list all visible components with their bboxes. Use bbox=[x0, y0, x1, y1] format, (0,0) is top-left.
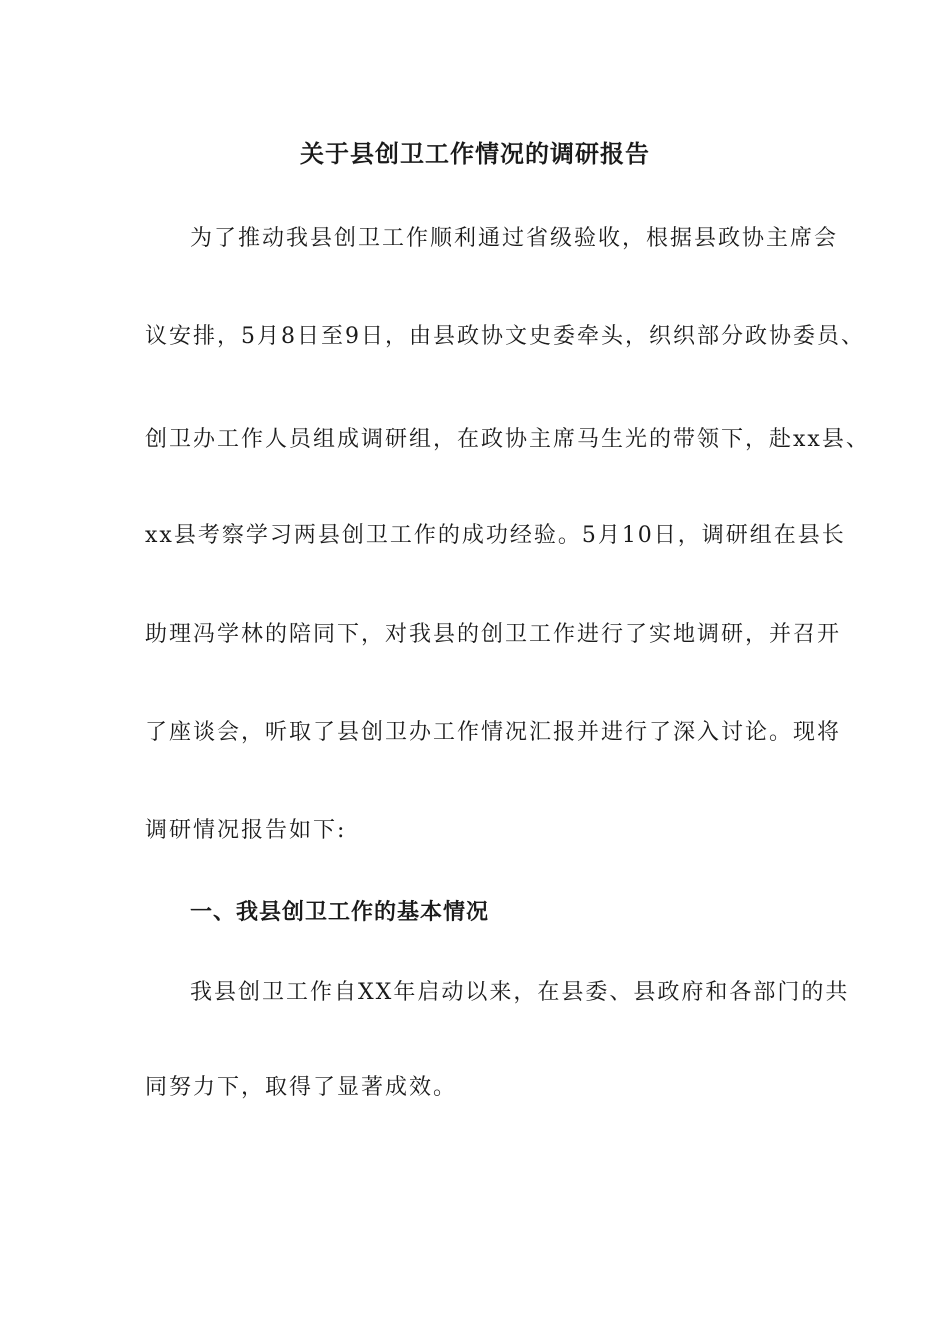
paragraph-line: 助理冯学林的陪同下，对我县的创卫工作进行了实地调研，并召开 bbox=[145, 622, 842, 647]
paragraph-line: 创卫办工作人员组成调研组，在政协主席马生光的带领下，赴xx县、 bbox=[145, 427, 870, 452]
paragraph-line: 议安排，5月8日至9日，由县政协文史委牵头，织织部分政协委员、 bbox=[145, 324, 865, 349]
paragraph-line: 同努力下，取得了显著成效。 bbox=[145, 1075, 458, 1100]
paragraph-line: 了座谈会，听取了县创卫办工作情况汇报并进行了深入讨论。现将 bbox=[145, 720, 842, 745]
section-heading: 一、我县创卫工作的基本情况 bbox=[190, 899, 490, 925]
paragraph-line: 调研情况报告如下: bbox=[145, 818, 347, 843]
document-title: 关于县创卫工作情况的调研报告 bbox=[300, 139, 650, 168]
paragraph-line: 我县创卫工作自XX年启动以来，在县委、县政府和各部门的共 bbox=[190, 980, 850, 1005]
paragraph-line: xx县考察学习两县创卫工作的成功经验。5月10日，调研组在县长 bbox=[145, 523, 846, 548]
paragraph-line: 为了推动我县创卫工作顺利通过省级验收，根据县政协主席会 bbox=[190, 226, 839, 251]
